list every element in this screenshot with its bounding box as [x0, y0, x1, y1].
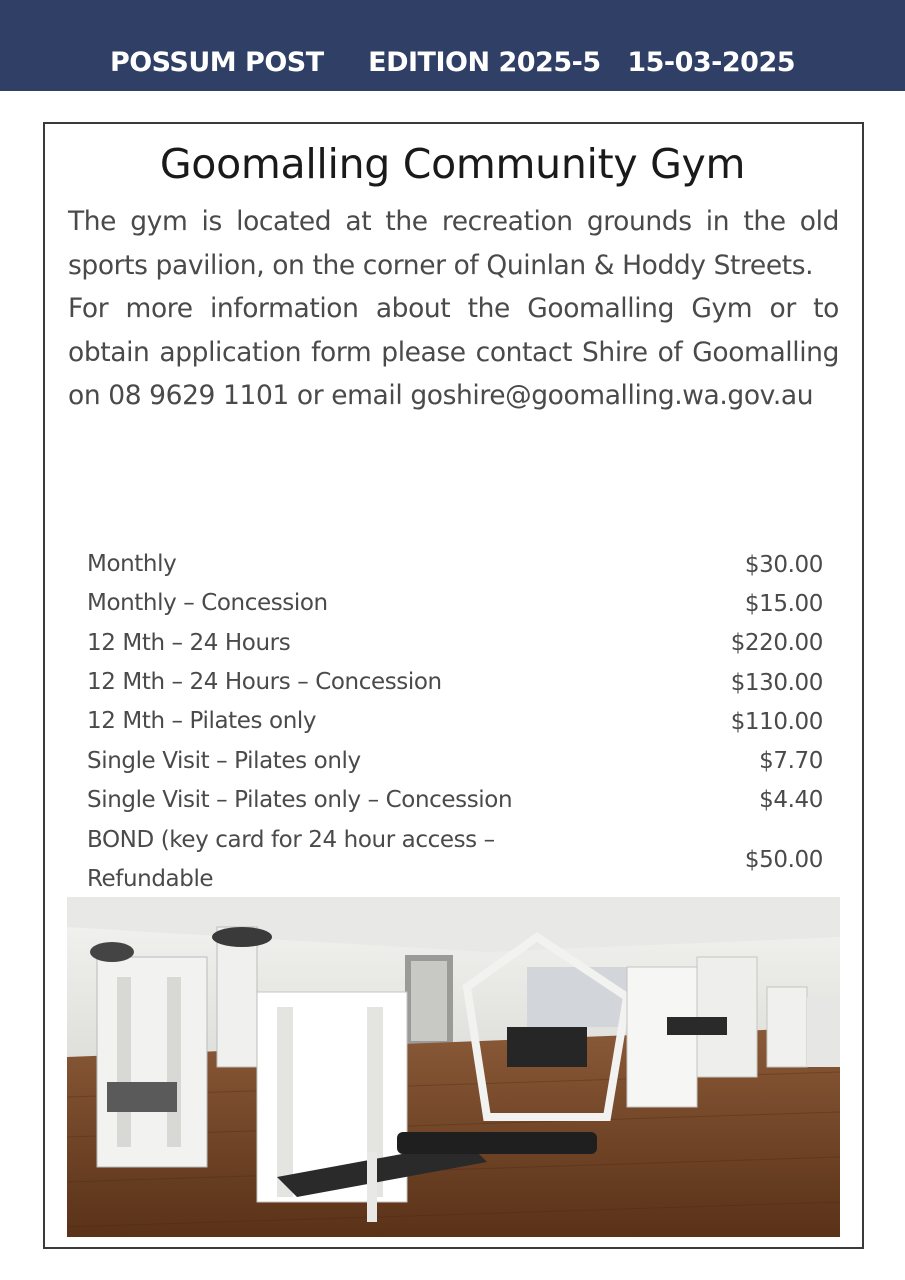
publication-name: POSSUM POST [109, 47, 324, 78]
fee-row [87, 663, 823, 702]
fee-name: Single Visit – Pilates only – Concession [87, 786, 513, 813]
fee-price: $110.00 [730, 708, 823, 735]
fee-table [87, 545, 823, 900]
newsletter-header [0, 0, 905, 91]
fee-name: Monthly [87, 551, 177, 578]
fee-price: $220.00 [730, 630, 823, 657]
fee-row [87, 820, 823, 900]
fee-name: Monthly – Concession [87, 590, 328, 617]
fee-name: BOND (key card for 24 hour access – Refundable [87, 827, 495, 893]
fee-name: 12 Mth – 24 Hours [87, 629, 291, 656]
gym-photo [67, 897, 840, 1237]
fee-row [87, 781, 823, 820]
fee-row [87, 741, 823, 780]
contact-paragraph: For more information about the Goomalling Gym or to obtain application form please contact Shire of Goomalling on 08 9629 1101 or email goshire@goomalling.wa.gov.au [68, 293, 839, 411]
edition-label: EDITION 2025-5 [368, 47, 601, 78]
fee-price: $15.00 [744, 590, 823, 617]
fee-price: $7.70 [759, 748, 823, 775]
edition-date: 15-03-2025 [627, 47, 796, 78]
article-title: Goomalling Community Gym [159, 140, 746, 188]
fee-row [87, 584, 823, 623]
fee-name: 12 Mth – 24 Hours – Concession [87, 669, 442, 696]
fee-price: $130.00 [730, 669, 823, 696]
fee-price: $30.00 [744, 551, 823, 578]
fee-name: Single Visit – Pilates only [87, 747, 361, 774]
fee-price: $50.00 [744, 847, 823, 874]
article-body [68, 200, 839, 418]
location-paragraph: The gym is located at the recreation grounds in the old sports pavilion, on the corner of Quinlan & Hoddy Streets. [68, 206, 839, 281]
gym-equipment-illustration [67, 897, 840, 1237]
header-text [110, 47, 795, 78]
fee-name: 12 Mth – Pilates only [87, 708, 317, 735]
fee-row [87, 545, 823, 584]
fee-row [87, 702, 823, 741]
fee-row [87, 624, 823, 663]
fee-price: $4.40 [759, 787, 823, 814]
